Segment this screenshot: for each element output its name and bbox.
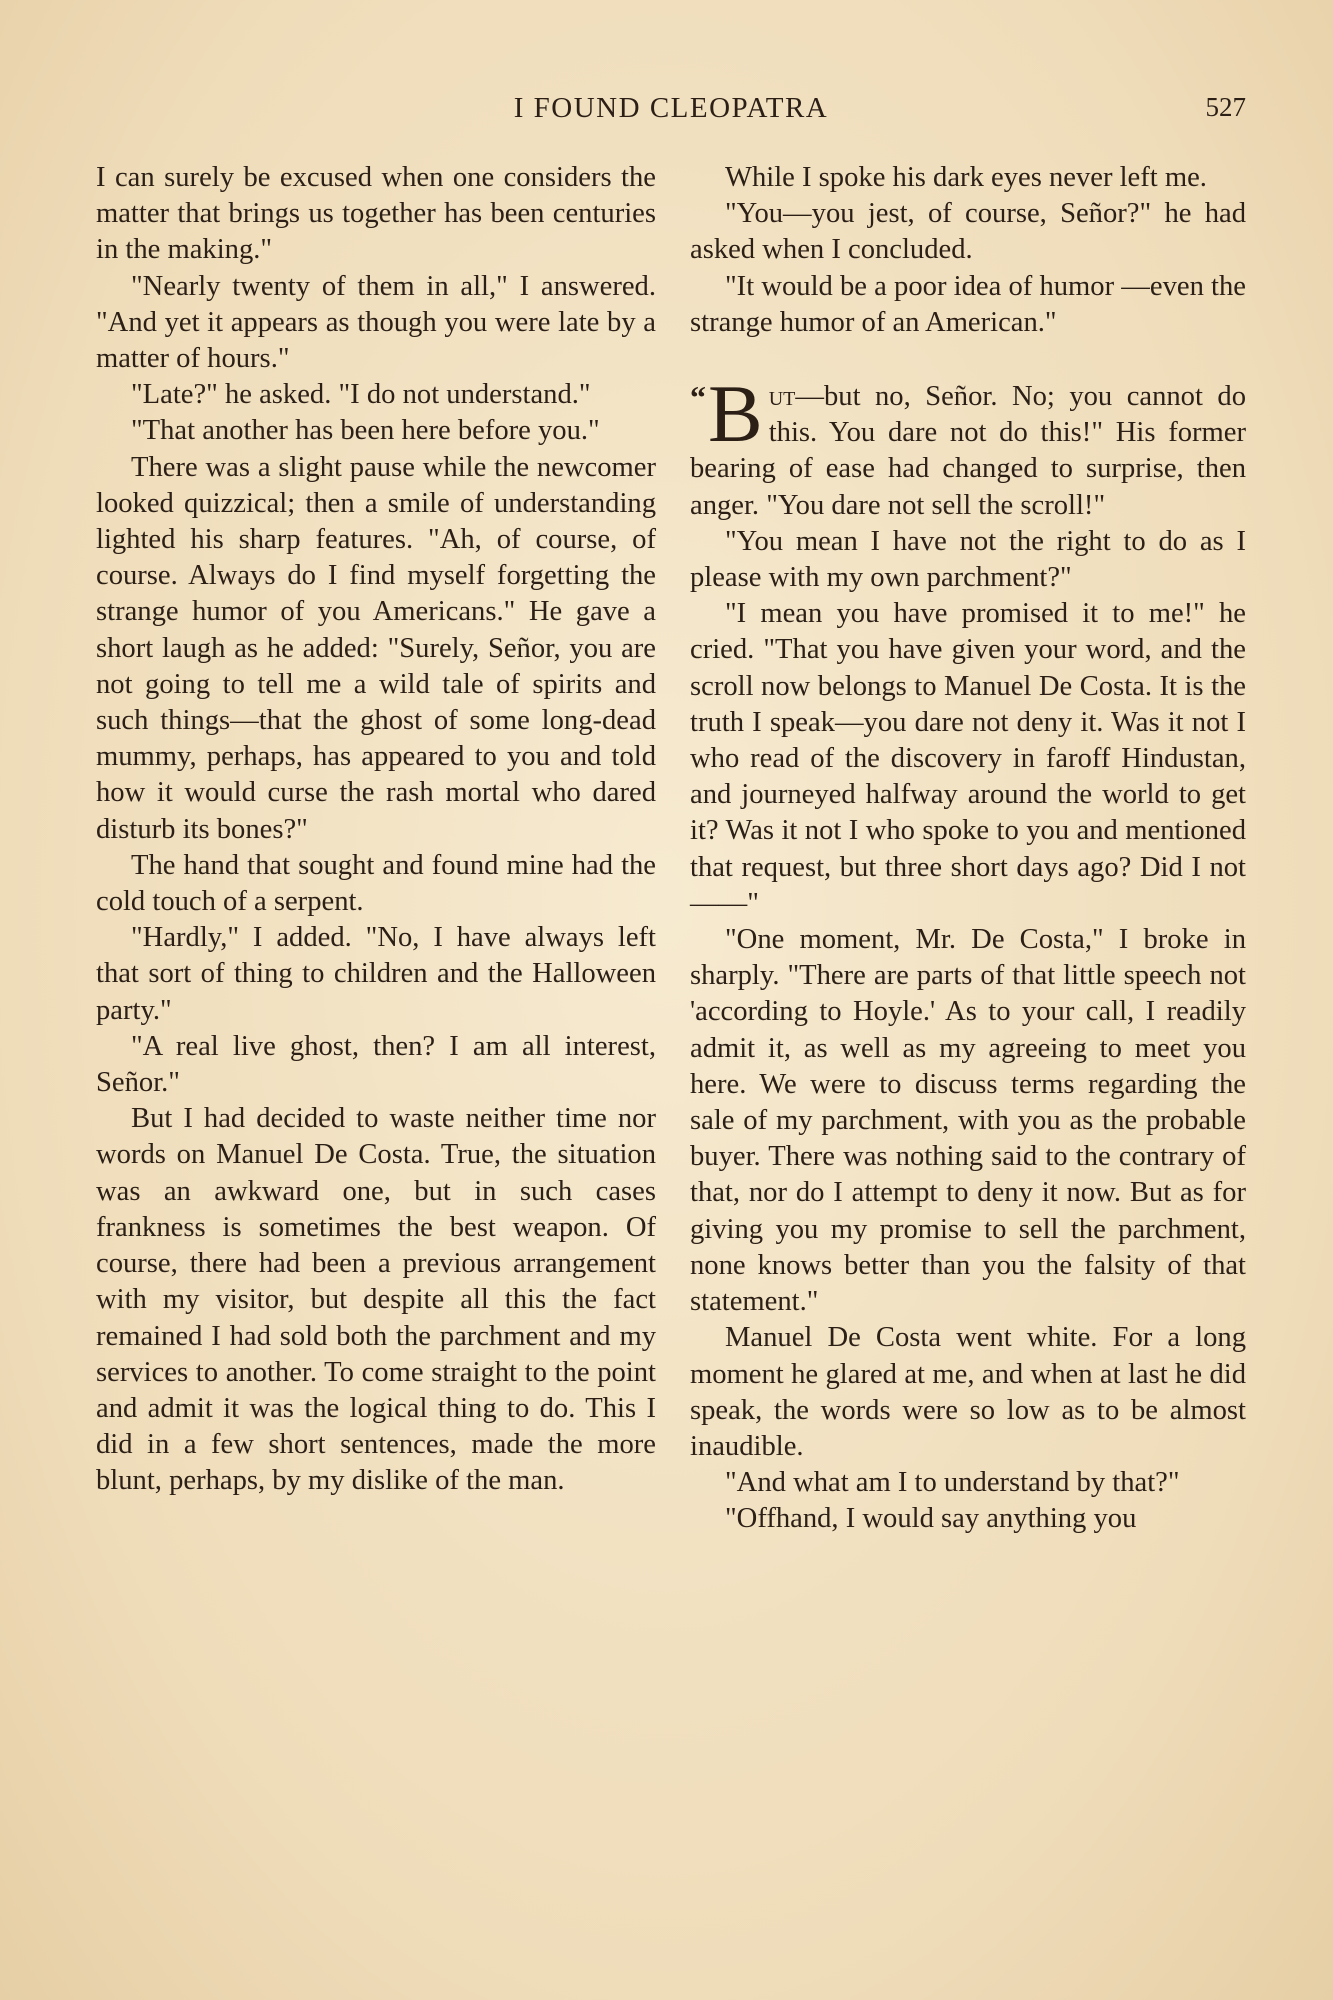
paragraph: I can surely be excused when one considers the matter that brings us together has been centuries in the making." [96,162,656,266]
paragraph: "A real live ghost, then? I am all interest, Señor." [96,1030,656,1099]
dropcap-smallcaps: ut [768,381,796,413]
paragraph: "You—you jest, of course, Señor?" he had asked when I concluded. [690,198,1246,266]
paragraph: "Offhand, I would say anything you [725,1503,1137,1535]
paragraph: "You mean I have not the right to do as I please with my own parchment?" [690,525,1246,594]
running-head [96,92,1246,132]
right-column [690,160,1246,1538]
paragraph: While I spoke his dark eyes never left me. [725,162,1207,193]
paragraph: There was a slight pause while the newcomer looked quizzical; then a smile of understanding lighted his sharp features. "Ah, of course, of course. Always do I find myself forgetting the strange humor of you Americans." He gave a short laugh as he added: "Surely, Señor, you are not going to tell me a wild tale of spirits and such things—that the ghost of some long-dead mummy, perhaps, has appeared to you and told how it would curse the rash mortal who dared disturb its bones?" [96,451,656,845]
dropcap-paragraph [690,368,1246,524]
paragraph: Manuel De Costa went white. For a long moment he glared at me, and when at last he did speak, the words were so low as to be almost inaudible. [690,1322,1246,1462]
paragraph: "Hardly," I added. "No, I have always left that sort of thing to children and the Halloween party." [96,922,656,1026]
paragraph: "I mean you have promised it to me!" he cried. "That you have given your word, and the scroll now belongs to Manuel De Costa. It is the truth I speak—you dare not deny it. Was it not I who read of the discovery in faroff Hindustan, and journeyed halfway around the world to get it? Was it not I who spoke to you and mentioned that request, but three short days ago? Did I not——" [690,598,1246,919]
paragraph: "That another has been here before you." [131,415,600,447]
paragraph: "It would be a poor idea of humor —even the strange humor of an American." [690,270,1246,338]
paragraph: "Late?" he asked. "I do not understand." [131,379,591,411]
paragraph: "Nearly twenty of them in all," I answered. "And yet it appears as though you were late by a matter of hours." [96,270,656,375]
running-title: I FOUND CLEOPATRA [513,92,829,124]
dropcap-quote: “ [690,379,706,416]
left-column [96,160,656,1500]
section-break [690,341,1246,379]
dropcap-rest: —but no, Señor. No; you cannot do this. You dare not do this!" His former bearing of ease had changed to surprise, then anger. "You dare not sell the scroll!" [690,381,1246,521]
dropcap-letter: B [708,368,763,460]
paragraph: "One moment, Mr. De Costa," I broke in sharply. "There are parts of that little speech not 'according to Hoyle.' As to your call, I readily admit it, as well as my agreeing to meet you here. We were to discuss terms regarding the sale of my parchment, with you as the probable buyer. There was nothing said to the contrary of that, nor do I attempt to deny it now. But as for giving you my promise to sell the parchment, none knows better than you the falsity of that statement." [690,924,1246,1318]
paragraph: But I had decided to waste neither time nor words on Manuel De Costa. True, the situation was an awkward one, but in such cases frankness is sometimes the best weapon. Of course, there had been a previous arrangement with my visitor, but despite all this the fact remained I had sold both the parchment and my services to another. To come straight to the point and admit it was the logical thing to do. This I did in a few short sentences, made the more blunt, perhaps, by my dislike of the man. [96,1103,656,1497]
paragraph: "And what am I to understand by that?" [725,1467,1180,1499]
page-number: 527 [1205,92,1246,122]
paragraph: The hand that sought and found mine had the cold touch of a serpent. [96,849,656,918]
